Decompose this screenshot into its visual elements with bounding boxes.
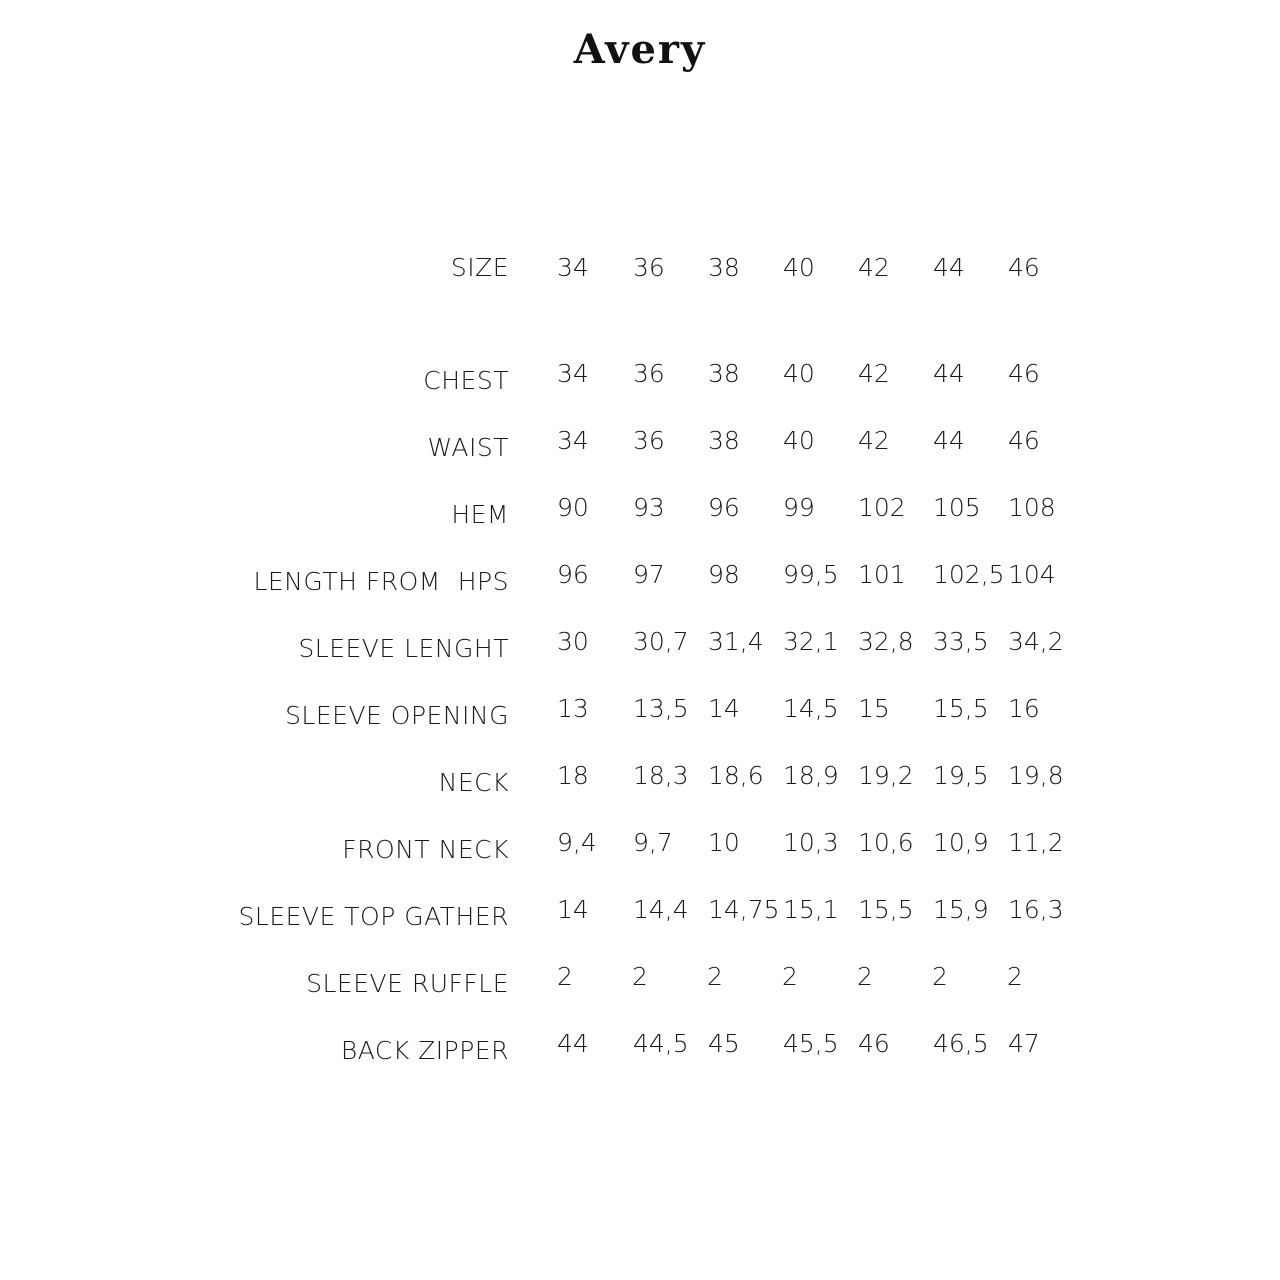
measurement-value: 11,2 [1008, 828, 1064, 857]
measurement-value: 2 [632, 962, 648, 991]
measurement-value: 90 [557, 493, 589, 522]
brand-logo: Avery [573, 26, 707, 73]
measurement-value: 19,5 [933, 761, 989, 790]
measurement-value: 10,6 [858, 828, 914, 857]
measurement-value: 34 [557, 359, 589, 388]
measurement-value: 2 [707, 962, 723, 991]
measurement-value: 18,9 [783, 761, 839, 790]
size-value: 42 [858, 253, 890, 282]
measurement-value: 101 [858, 560, 906, 589]
measurement-value: 44 [933, 426, 965, 455]
measurement-row-length-from-hps [0, 562, 1280, 602]
measurement-value: 98 [708, 560, 740, 589]
measurement-value: 2 [782, 962, 798, 991]
measurement-value: 104 [1008, 560, 1056, 589]
measurement-value: 14 [557, 895, 589, 924]
measurement-value: 14,75 [708, 895, 780, 924]
measurement-value: 13 [557, 694, 589, 723]
measurement-value: 46 [1008, 426, 1040, 455]
measurement-value: 102,5 [933, 560, 1005, 589]
measurement-value: 15,9 [933, 895, 989, 924]
measurement-label: SLEEVE OPENING [285, 701, 509, 730]
measurement-row-sleeve-top-gather [0, 897, 1280, 937]
measurement-value: 96 [708, 493, 740, 522]
measurement-label: SLEEVE TOP GATHER [238, 902, 509, 931]
measurement-value: 47 [1008, 1029, 1040, 1058]
measurement-value: 99 [783, 493, 815, 522]
measurement-value: 10 [708, 828, 740, 857]
measurement-value: 36 [633, 426, 665, 455]
measurement-value: 34 [557, 426, 589, 455]
size-value: 36 [633, 253, 665, 282]
measurement-row-hem [0, 495, 1280, 535]
measurement-value: 38 [708, 359, 740, 388]
measurement-value: 18 [557, 761, 589, 790]
measurement-value: 10,3 [783, 828, 839, 857]
measurement-row-waist [0, 428, 1280, 468]
measurement-value: 97 [633, 560, 665, 589]
measurement-value: 44 [557, 1029, 589, 1058]
measurement-label: BACK ZIPPER [340, 1036, 509, 1065]
measurement-value: 44,5 [633, 1029, 689, 1058]
size-value: 46 [1008, 253, 1040, 282]
measurement-value: 14,4 [633, 895, 689, 924]
measurement-value: 2 [1007, 962, 1023, 991]
measurement-value: 99,5 [783, 560, 839, 589]
measurement-label: WAIST [427, 433, 509, 462]
measurement-value: 38 [708, 426, 740, 455]
measurement-value: 15 [858, 694, 890, 723]
measurement-value: 42 [858, 426, 890, 455]
measurement-value: 40 [783, 426, 815, 455]
measurement-value: 96 [557, 560, 589, 589]
measurement-value: 42 [858, 359, 890, 388]
measurement-row-sleeve-ruffle [0, 964, 1280, 1004]
measurement-value: 14,5 [783, 694, 839, 723]
measurement-label: CHEST [423, 366, 509, 395]
measurement-value: 19,8 [1008, 761, 1064, 790]
measurement-value: 13,5 [633, 694, 689, 723]
measurement-label: NECK [438, 768, 509, 797]
measurement-value: 36 [633, 359, 665, 388]
measurement-value: 30,7 [633, 627, 689, 656]
measurement-row-front-neck [0, 830, 1280, 870]
measurement-row-sleeve-opening [0, 696, 1280, 736]
size-value: 44 [933, 253, 965, 282]
measurement-label: SLEEVE LENGHT [298, 634, 509, 663]
measurement-value: 45 [708, 1029, 740, 1058]
measurement-value: 32,8 [858, 627, 914, 656]
measurement-value: 34,2 [1008, 627, 1064, 656]
measurement-value: 9,7 [633, 828, 673, 857]
measurement-row-back-zipper [0, 1031, 1280, 1071]
measurement-value: 30 [557, 627, 589, 656]
measurement-value: 15,5 [933, 694, 989, 723]
measurement-value: 16,3 [1008, 895, 1064, 924]
size-value: 34 [557, 253, 589, 282]
size-value: 40 [783, 253, 815, 282]
measurement-value: 10,9 [933, 828, 989, 857]
measurement-value: 108 [1008, 493, 1056, 522]
measurement-value: 102 [858, 493, 906, 522]
measurement-value: 2 [857, 962, 873, 991]
measurement-value: 15,1 [783, 895, 839, 924]
measurement-label: FRONT NECK [342, 835, 509, 864]
measurement-value: 31,4 [708, 627, 764, 656]
measurement-value: 46,5 [933, 1029, 989, 1058]
measurement-value: 32,1 [783, 627, 839, 656]
measurement-value: 45,5 [783, 1029, 839, 1058]
size-header-row [0, 248, 1280, 288]
size-value: 38 [708, 253, 740, 282]
measurement-value: 33,5 [933, 627, 989, 656]
measurement-value: 46 [858, 1029, 890, 1058]
measurement-value: 2 [932, 962, 948, 991]
measurement-value: 44 [933, 359, 965, 388]
measurement-label: HEM [451, 500, 509, 529]
measurement-value: 46 [1008, 359, 1040, 388]
measurement-label: LENGTH FROM HPS [253, 567, 509, 596]
measurement-value: 14 [708, 694, 740, 723]
measurement-value: 18,6 [708, 761, 764, 790]
measurement-row-neck [0, 763, 1280, 803]
measurement-value: 2 [557, 962, 573, 991]
measurement-value: 15,5 [858, 895, 914, 924]
measurement-row-sleeve-length [0, 629, 1280, 669]
size-header-label: SIZE [450, 253, 509, 282]
measurement-value: 9,4 [557, 828, 597, 857]
measurement-value: 19,2 [858, 761, 914, 790]
measurement-value: 105 [933, 493, 981, 522]
measurement-value: 18,3 [633, 761, 689, 790]
measurement-label: SLEEVE RUFFLE [306, 969, 509, 998]
measurement-value: 40 [783, 359, 815, 388]
measurement-row-chest [0, 361, 1280, 401]
measurement-value: 93 [633, 493, 665, 522]
measurement-value: 16 [1008, 694, 1040, 723]
